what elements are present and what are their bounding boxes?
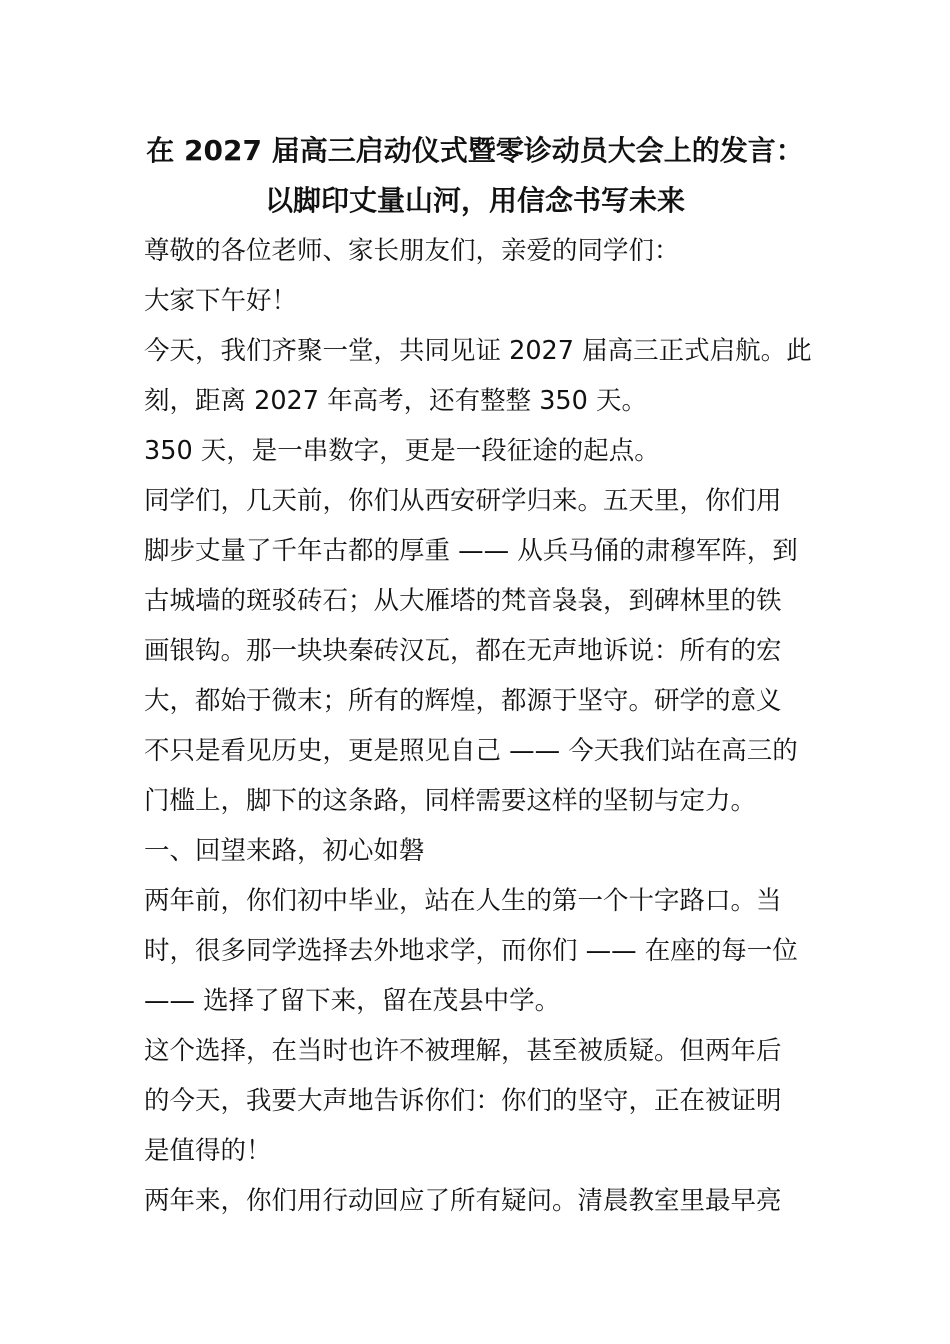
body-line: 尊敬的各位老师、家长朋友们，亲爱的同学们： bbox=[144, 236, 680, 266]
body-line: 不只是看见历史，更是照见自己 —— 今天我们站在高三的 bbox=[144, 736, 798, 766]
title-line-2: 以脚印丈量山河，用信念书写未来 bbox=[264, 184, 685, 217]
body-line: —— 选择了留下来，留在茂县中学。 bbox=[144, 986, 561, 1016]
body-line: 门槛上，脚下的这条路，同样需要这样的坚韧与定力。 bbox=[144, 786, 757, 816]
title-line-1: 在 2027 届高三启动仪式暨零诊动员大会上的发言： bbox=[146, 134, 804, 167]
body-line: 脚步丈量了千年古都的厚重 —— 从兵马俑的肃穆军阵，到 bbox=[144, 536, 798, 566]
body-line: 大家下午好！ bbox=[144, 286, 298, 316]
body-line: 古城墙的斑驳砖石；从大雁塔的梵音袅袅，到碑林里的铁 bbox=[144, 586, 782, 616]
body-line: 画银钩。那一块块秦砖汉瓦，都在无声地诉说：所有的宏 bbox=[144, 636, 782, 666]
body-line: 时，很多同学选择去外地求学，而你们 —— 在座的每一位 bbox=[144, 936, 798, 966]
body-line: 今天，我们齐聚一堂，共同见证 2027 届高三正式启航。此 bbox=[144, 336, 812, 366]
section-heading: 一、回望来路，初心如磐 bbox=[144, 836, 425, 866]
document-body bbox=[144, 226, 814, 1226]
body-line: 这个选择，在当时也许不被理解，甚至被质疑。但两年后 bbox=[144, 1036, 782, 1066]
body-line: 350 天，是一串数字，更是一段征途的起点。 bbox=[144, 436, 660, 466]
body-line: 大，都始于微末；所有的辉煌，都源于坚守。研学的意义 bbox=[144, 686, 782, 716]
body-line: 同学们，几天前，你们从西安研学归来。五天里，你们用 bbox=[144, 486, 782, 516]
body-line: 刻，距离 2027 年高考，还有整整 350 天。 bbox=[144, 386, 647, 416]
document-title bbox=[100, 126, 850, 226]
body-line: 的今天，我要大声地告诉你们：你们的坚守，正在被证明 bbox=[144, 1086, 782, 1116]
body-line: 两年来，你们用行动回应了所有疑问。清晨教室里最早亮 bbox=[144, 1186, 782, 1216]
body-line: 两年前，你们初中毕业，站在人生的第一个十字路口。当 bbox=[144, 886, 782, 916]
body-line: 是值得的！ bbox=[144, 1136, 272, 1166]
